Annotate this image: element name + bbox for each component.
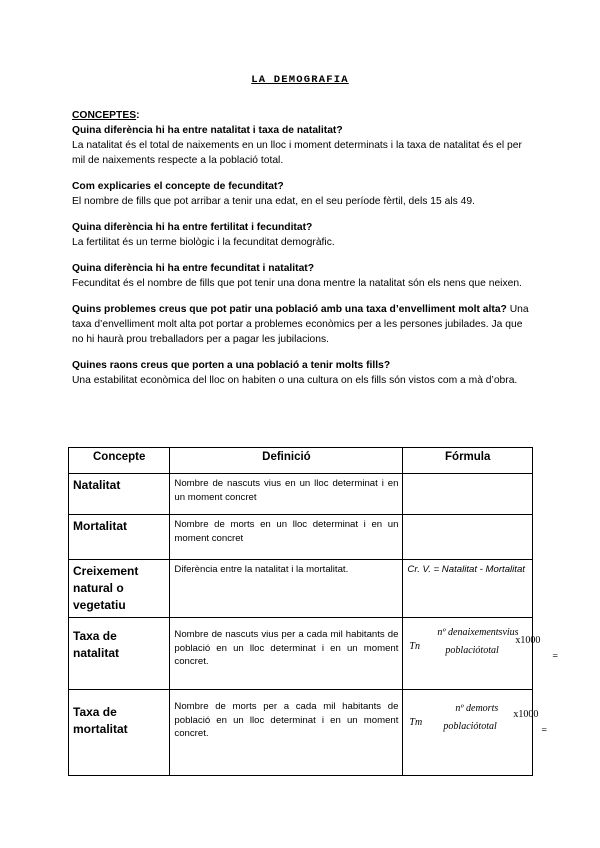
formula-symbol: Tn [409, 641, 420, 652]
answer-text: El nombre de fills que pot arribar a tenir una edat, en el seu període fèrtil, dels 15 als 49. [72, 196, 475, 207]
table-header-formula: Fórmula [403, 448, 533, 474]
table-row [69, 515, 533, 560]
definition-cell: Nombre de nascuts vius per a cada mil habitants de població en un lloc determinat i en un moment concret. [170, 618, 403, 690]
concept-cell: Natalitat [69, 474, 170, 515]
question-text: Quins problemes creus que pot patir una població amb una taxa d’envelliment molt alta? [72, 304, 507, 315]
document-title: LA DEMOGRAFIA [251, 74, 349, 86]
question-text: Quina diferència hi ha entre fecunditat i natalitat? [72, 263, 315, 274]
qa-block [72, 220, 532, 250]
table-row [69, 618, 533, 690]
concepts-heading-colon: : [136, 110, 140, 121]
formula-cell [403, 515, 533, 560]
concepts-section [72, 108, 532, 399]
formula-equals: = [552, 651, 559, 662]
formula-numerator: nº demorts [455, 703, 499, 714]
table-row [69, 560, 533, 618]
concept-cell: Taxa de mortalitat [69, 690, 170, 776]
qa-block [72, 302, 532, 347]
question-text: Com explicaries el concepte de fecunditat? [72, 181, 284, 192]
formula-cell: Cr. V. = Natalitat - Mortalitat [403, 560, 533, 618]
formula-equals: = [541, 725, 548, 736]
birth-rate-formula [407, 620, 559, 672]
definition-cell: Diferència entre la natalitat i la mortalitat. [170, 560, 403, 618]
concept-cell: Creixement natural o vegetatiu [69, 560, 170, 618]
formula-denominator: poblaciótotal [445, 645, 499, 656]
question-text: Quina diferència hi ha entre fertilitat i fecunditat? [72, 222, 313, 233]
formula-multiplier: x1000 [515, 635, 541, 646]
table-header-row [69, 448, 533, 474]
answer-text: La natalitat és el total de naixements en un lloc i moment determinats i la taxa de natalitat és el per mil de naixements respecte a la població total. [72, 140, 522, 166]
table-header-concept: Concepte [69, 448, 170, 474]
answer-text: La fertilitat és un terme biològic i la fecunditat demogràfic. [72, 237, 335, 248]
table-header-definition: Definició [170, 448, 403, 474]
qa-block [72, 123, 532, 168]
death-rate-formula [407, 696, 548, 748]
table-row [69, 474, 533, 515]
definition-cell: Nombre de morts en un lloc determinat i en un moment concret [170, 515, 403, 560]
concepts-heading: CONCEPTES [72, 110, 137, 121]
qa-inline-paragraph [72, 302, 532, 347]
qa-block [72, 179, 532, 209]
qa-block [72, 358, 532, 388]
formula-numerator: nº denaixementsvius [437, 627, 519, 638]
formula-symbol: Tm [409, 717, 423, 728]
formula-cell [403, 618, 559, 690]
question-text: Quines raons creus que porten a una població a tenir molts fills? [72, 360, 391, 371]
formula-multiplier: x1000 [513, 709, 539, 720]
concepts-table [68, 447, 559, 776]
formula-cell [403, 474, 533, 515]
formula-denominator: poblaciótotal [443, 721, 497, 732]
concepts-heading-wrapper [72, 108, 532, 123]
definition-cell: Nombre de morts per a cada mil habitants de població en un lloc determinat i en un moment concret. [170, 690, 403, 776]
concept-cell: Taxa de natalitat [69, 618, 170, 690]
answer-text: Fecunditat és el nombre de fills que pot tenir una dona mentre la natalitat són els nens que neixen. [72, 278, 522, 289]
formula-cell [403, 690, 548, 776]
answer-text: Una estabilitat econòmica del lloc on habiten o una cultura on els fills són vistos com a mà d’obra. [72, 375, 518, 386]
concept-cell: Mortalitat [69, 515, 170, 560]
definition-cell: Nombre de nascuts vius en un lloc determinat i en un moment concret [170, 474, 403, 515]
question-text: Quina diferència hi ha entre natalitat i taxa de natalitat? [72, 125, 343, 136]
qa-block [72, 261, 532, 291]
table-row [69, 690, 533, 776]
answer-text: Una taxa d’envelliment molt alta pot portar a problemes econòmics per a les persones jubilades. Ja que no hi haurà prou treballadors per a pagar les jubilacions. [72, 304, 529, 345]
